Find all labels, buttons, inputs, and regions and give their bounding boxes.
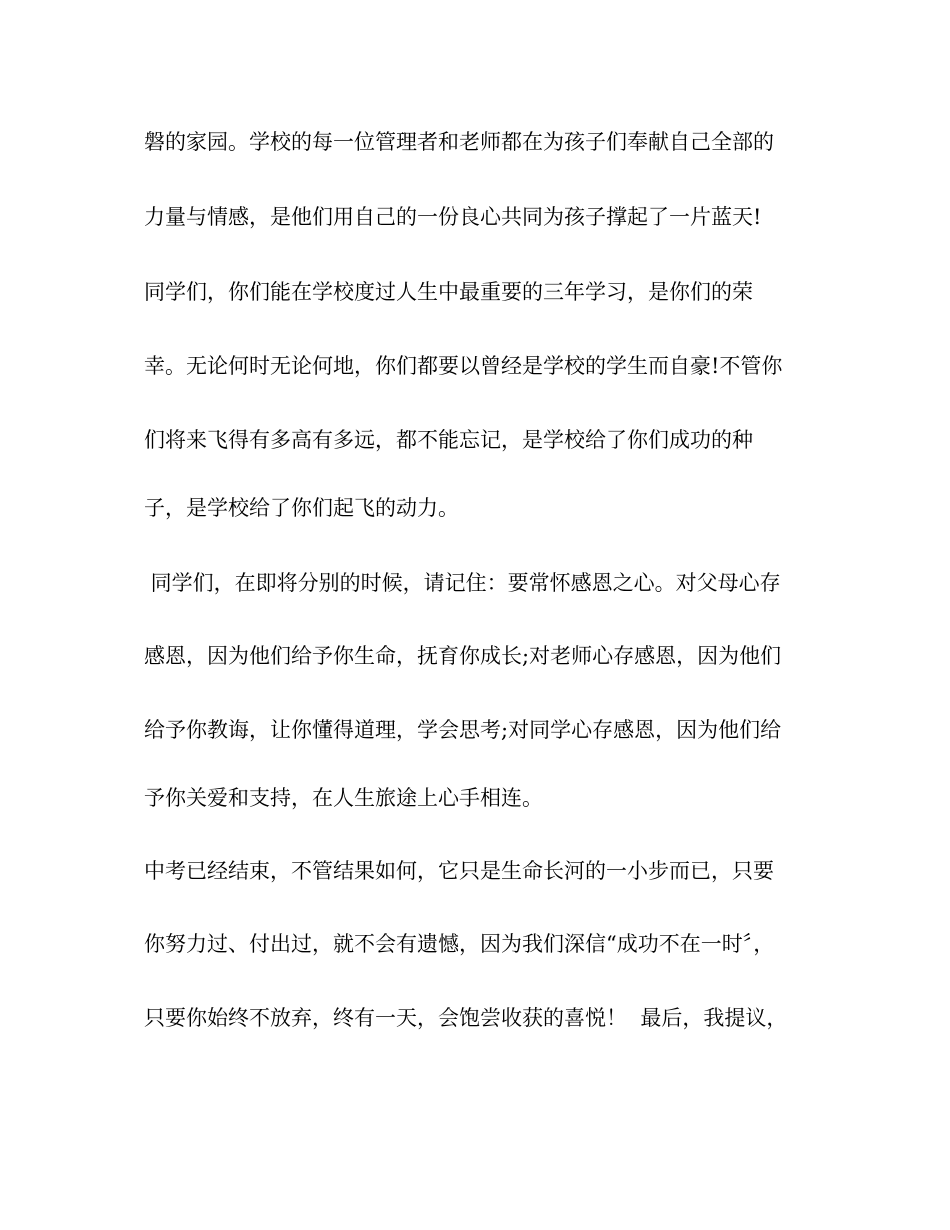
text-line: 给予你教诲，让你懂得道理，学会思考;对同学心存感恩，因为他们给 [144,718,782,742]
text-line: 磐的家园。学校的每一位管理者和老师都在为孩子们奉献自己全部的 [144,130,774,154]
text-line: 予你关爱和支持，在人生旅途上心手相连。 [144,786,543,810]
text-line: 同学们，你们能在学校度过人生中最重要的三年学习，是你们的荣 [144,280,753,304]
text-line: 力量与情感，是他们用自己的一份良心共同为孩子撑起了一片蓝天! [144,205,762,229]
text-line: 幸。无论何时无论何地，你们都要以曾经是学校的学生而自豪!不管你 [144,354,783,378]
text-line: 你努力过、付出过，就不会有遗憾，因为我们深信“成功不在一时〞， [144,932,775,956]
text-line: 同学们，在即将分别的时候，请记住：要常怀感恩之心。对父母心存 [144,571,781,595]
text-line: 中考已经结束，不管结果如何，它只是生命长河的一小步而已，只要 [144,859,774,883]
text-line: 只要你始终不放弃，终有一天，会饱尝收获的喜悦！ 最后，我提议， [144,1006,788,1030]
text-line: 子，是学校给了你们起飞的动力。 [144,496,459,520]
text-line: 们将来飞得有多高有多远，都不能忘记，是学校给了你们成功的种 [144,428,753,452]
text-line: 感恩，因为他们给予你生命，抚育你成长;对老师心存感恩，因为他们 [144,644,782,668]
